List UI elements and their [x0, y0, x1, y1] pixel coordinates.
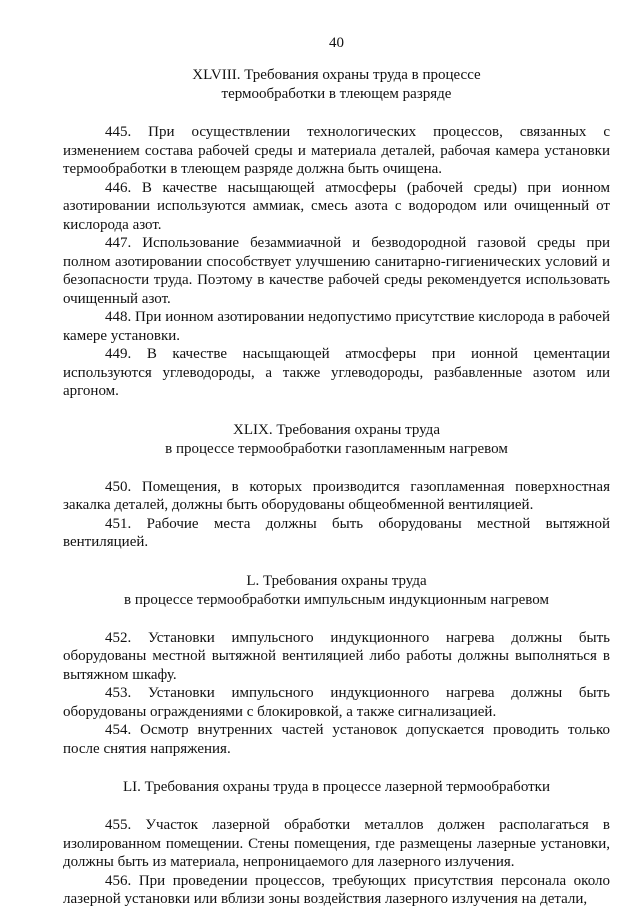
section-title-line: L. Требования охраны труда — [246, 572, 427, 589]
section-title-line: XLIX. Требования охраны труда — [233, 421, 440, 438]
section-xlix — [63, 421, 610, 552]
section-title-line: XLVIII. Требования охраны труда в процессе — [192, 67, 481, 83]
paragraph-452: 452. Установки импульсного индукционного нагрева должны быть оборудованы местной вытяжной вентиляцией либо работы должны выполняться в вытяжном шкафу. — [63, 629, 610, 683]
section-title-line: в процессе термообработки импульсным индукционным нагревом — [124, 591, 549, 608]
section-title — [63, 66, 610, 104]
paragraph-448: 448. При ионном азотировании недопустимо присутствие кислорода в рабочей камере установки. — [63, 309, 610, 344]
section-title — [63, 778, 610, 797]
section-title-line: в процессе термообработки газопламенным нагревом — [165, 440, 508, 457]
page-number: 40 — [329, 35, 344, 51]
section-xlviii — [63, 66, 610, 401]
section-title — [63, 572, 610, 610]
paragraph-447: 447. Использование безаммиачной и безводородной газовой среды при полном азотировании способствует улучшению санитарно-гигиенических условий и безопасности труда. Поэтому в качестве рабочей среды рекомендуется использовать очищенный азот. — [63, 235, 610, 307]
paragraph-451: 451. Рабочие места должны быть оборудованы местной вытяжной вентиляцией. — [63, 515, 610, 550]
paragraph-453: 453. Установки импульсного индукционного нагрева должны быть оборудованы ограждениями с блокировкой, а также сигнализацией. — [63, 685, 610, 720]
paragraph-450: 450. Помещения, в которых производится газопламенная поверхностная закалка деталей, должны быть оборудованы общеобменной вентиляцией. — [63, 478, 610, 513]
section-li — [63, 778, 610, 909]
paragraph-449: 449. В качестве насыщающей атмосферы при ионной цементации используются углеводороды, а также углеводороды, разбавленные азотом или аргоном. — [63, 346, 610, 399]
paragraph-455: 455. Участок лазерной обработки металлов должен располагаться в изолированном помещении. Стены помещения, где размещены лазерные установки, должны быть из материала, непроницаемого для лазерного излучения. — [63, 817, 610, 870]
section-title — [63, 421, 610, 459]
section-title-line: LI. Требования охраны труда в процессе лазерной термообработки — [123, 779, 550, 795]
paragraph-445: 445. При осуществлении технологических процессов, связанных с изменением состава рабочей среды и материала деталей, рабочая камера установки термообработки в тлеющем разряде должна быть очищена. — [63, 124, 610, 177]
paragraph-454: 454. Осмотр внутренних частей установок допускается проводить только после снятия напряжения. — [63, 722, 610, 757]
section-title-line: термообработки в тлеющем разряде — [221, 86, 452, 102]
section-l — [63, 572, 610, 759]
paragraph-456: 456. При проведении процессов, требующих присутствия персонала около лазерной установки или вблизи зоны воздействия лазерного излучения на детали, — [63, 872, 610, 907]
paragraph-446: 446. В качестве насыщающей атмосферы (рабочей среды) при ионном азотировании используются аммиак, смесь азота с водородом или очищенный от кислорода азот. — [63, 179, 610, 233]
